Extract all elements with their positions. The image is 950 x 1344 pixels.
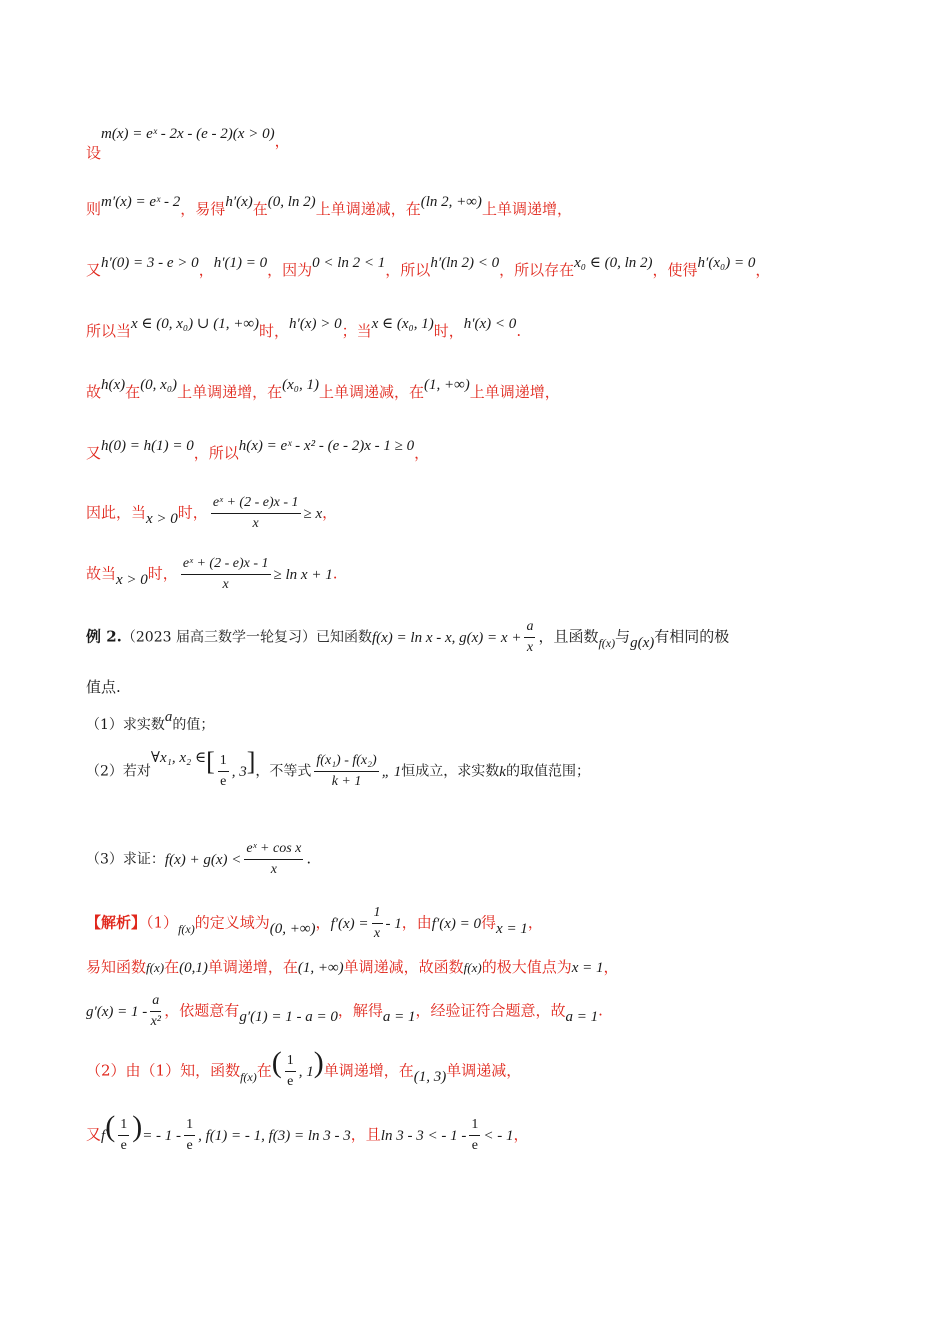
solution-line-3 xyxy=(86,992,890,1031)
text: （3）求证： xyxy=(86,851,165,868)
formula: g′(1) = 1 - a = 0 xyxy=(239,1008,338,1025)
formula: (0, +∞) xyxy=(269,920,316,937)
numerator: eˣ + cos x xyxy=(244,840,303,860)
text: 与 xyxy=(615,627,631,646)
text: 上单调递增， xyxy=(469,383,560,401)
line-10 xyxy=(86,676,890,698)
text: ，由 xyxy=(401,913,432,932)
denominator: x² xyxy=(150,1014,161,1029)
formula: , f(1) = - 1, f(3) = ln 3 - 3 xyxy=(198,1127,351,1144)
formula: (x₀, 1) xyxy=(282,377,319,393)
fraction xyxy=(211,494,301,533)
right-paren: ) xyxy=(132,1109,143,1143)
formula: a xyxy=(164,709,173,725)
line-2 xyxy=(86,194,890,221)
formula: x > 0 xyxy=(116,571,148,588)
numerator: a xyxy=(150,992,161,1012)
solution-line-5 xyxy=(86,1109,890,1155)
text: 单调递增，在 xyxy=(207,958,298,976)
formula: f(x) xyxy=(240,1069,257,1084)
text: 单调递增，在 xyxy=(323,1061,414,1080)
text: 则 xyxy=(86,200,102,218)
text: （2）由（1）知，函数 xyxy=(86,1061,241,1080)
text: 值点. xyxy=(86,678,121,696)
formula: f′(x) = 0 xyxy=(431,915,482,932)
formula: f′(x) = xyxy=(330,915,369,932)
text: ， xyxy=(527,913,543,932)
denominator: e xyxy=(186,1138,193,1153)
formula: g(x) xyxy=(630,634,655,651)
left-paren: ( xyxy=(105,1109,116,1143)
formula: x = 1 xyxy=(571,960,604,976)
line-8 xyxy=(86,555,890,594)
numerator: 1 xyxy=(218,752,229,772)
text: ， xyxy=(513,1125,529,1144)
text: 的定义域为 xyxy=(194,913,270,932)
denominator: k + 1 xyxy=(331,774,362,789)
text: 时， xyxy=(433,322,464,340)
text: 上单调递增， xyxy=(481,200,572,218)
formula: f xyxy=(101,1127,106,1144)
text: ， xyxy=(603,958,619,976)
fraction xyxy=(285,1052,296,1091)
text: 故 xyxy=(86,383,102,401)
formula: h′(1) = 0 xyxy=(213,255,268,271)
text: （2）若对 xyxy=(86,763,151,780)
numerator: eˣ + (2 - e)x - 1 xyxy=(211,494,301,514)
formula: , 3 xyxy=(231,763,247,780)
numerator: 1 xyxy=(285,1052,296,1072)
fraction xyxy=(469,1116,480,1155)
denominator: x xyxy=(252,516,259,531)
formula: h′(x) > 0 xyxy=(289,316,342,332)
numerator: f(x₁) - f(x₂) xyxy=(314,752,378,772)
solution-line-2 xyxy=(86,956,890,979)
formula: x ∈ (x₀, 1) xyxy=(371,316,434,332)
text: 所以当 xyxy=(86,322,132,340)
text: . xyxy=(332,564,338,583)
formula: (0, x₀) xyxy=(140,377,178,393)
denominator: x xyxy=(373,926,381,941)
formula: m′(x) = eˣ - 2 xyxy=(101,194,181,210)
formula: f(x) = ln x - x, g(x) = x + xyxy=(371,629,522,646)
text: 时， xyxy=(259,322,290,340)
text: 上单调递增，在 xyxy=(177,383,283,401)
question-2 xyxy=(86,746,890,791)
formula: x = 1 xyxy=(496,920,528,937)
text: ，所以 xyxy=(385,261,431,279)
right-paren: ) xyxy=(313,1045,324,1079)
denominator: x xyxy=(270,862,277,877)
text: ，经验证符合题意，故 xyxy=(415,1001,566,1020)
formula: h′(x₀) = 0 xyxy=(697,255,756,271)
text: . xyxy=(598,1001,603,1020)
text: 设 xyxy=(86,144,102,162)
formula: f(x) xyxy=(178,921,195,936)
formula: h′(x) < 0 xyxy=(463,316,517,332)
formula: x ∈ (0, x₀) ∪ (1, +∞) xyxy=(131,316,260,332)
denominator: x xyxy=(222,577,229,592)
text: ， xyxy=(755,261,771,279)
text: ， xyxy=(198,261,214,279)
formula: (0,1) xyxy=(179,960,208,976)
formula: f(x) xyxy=(598,635,616,650)
text: 的极大值点为 xyxy=(481,958,572,976)
formula: a = 1 xyxy=(382,1008,416,1025)
text: 上单调递减，在 xyxy=(318,383,424,401)
text: ，且函数 xyxy=(538,627,599,646)
fraction xyxy=(218,752,229,791)
formula: = - 1 - xyxy=(142,1127,182,1144)
text: ，且 xyxy=(350,1125,381,1144)
text: ，不等式 xyxy=(255,763,312,780)
fraction xyxy=(184,1116,195,1155)
text: ，因为 xyxy=(267,261,313,279)
line-5 xyxy=(86,377,890,404)
formula: (0, ln 2) xyxy=(267,194,316,210)
text: （1）求实数 xyxy=(86,717,165,733)
formula: h′(0) = 3 - e > 0 xyxy=(101,255,199,271)
right-bracket: ] xyxy=(246,746,256,776)
text: ，解得 xyxy=(337,1001,383,1020)
text: 在 xyxy=(252,200,268,218)
formula: h′(x) xyxy=(225,194,253,210)
formula: „ 1 xyxy=(381,763,402,780)
denominator: x xyxy=(526,640,534,655)
denominator: e xyxy=(220,774,227,789)
formula: ln 3 - 3 < - 1 - xyxy=(380,1127,467,1144)
denominator: e xyxy=(120,1138,127,1153)
text: （1） xyxy=(146,913,179,932)
formula: m(x) = eˣ - 2x - (e - 2)(x > 0) xyxy=(101,126,275,142)
text: ， xyxy=(274,132,290,150)
text: 易知函数 xyxy=(86,958,147,976)
formula: (1, +∞) xyxy=(423,377,470,393)
text: ， xyxy=(315,913,331,932)
formula: f(x) xyxy=(463,960,482,975)
text: 时， xyxy=(147,564,178,583)
text: ， xyxy=(322,503,338,522)
fraction xyxy=(372,904,383,943)
fraction xyxy=(314,752,378,791)
numerator: 1 xyxy=(469,1116,480,1136)
left-bracket: [ xyxy=(206,746,215,776)
text: ，所以存在 xyxy=(499,261,575,279)
formula: , 1 xyxy=(298,1063,314,1080)
text: 上单调递减，在 xyxy=(315,200,421,218)
text: 有相同的极 xyxy=(654,627,730,646)
text: 又 xyxy=(86,261,102,279)
line-4 xyxy=(86,316,890,343)
formula: a = 1 xyxy=(565,1008,599,1025)
text: ；当 xyxy=(341,322,372,340)
numerator: eˣ + (2 - e)x - 1 xyxy=(181,555,271,575)
formula: g′(x) = 1 - xyxy=(86,1003,148,1020)
text: 单调递减，故函数 xyxy=(343,958,464,976)
text: 又 xyxy=(86,444,102,462)
text: 时， xyxy=(177,503,208,522)
formula: 0 < ln 2 < 1 xyxy=(312,255,386,271)
numerator: a xyxy=(524,618,535,638)
line-6 xyxy=(86,438,890,465)
fraction xyxy=(244,840,303,879)
line-3 xyxy=(86,255,890,282)
text: ，易得 xyxy=(180,200,226,218)
formula: f(x) + g(x) < xyxy=(164,851,242,868)
text: 在 xyxy=(125,383,141,401)
formula: x₀ ∈ (0, ln 2) xyxy=(574,255,653,271)
formula: k xyxy=(499,763,506,780)
formula: x > 0 xyxy=(146,510,178,527)
formula: h(x) = eˣ - x² - (e - 2)x - 1 ≥ 0 xyxy=(238,438,415,454)
formula: (1, +∞) xyxy=(297,960,344,976)
denominator: e xyxy=(471,1138,478,1153)
fraction xyxy=(181,555,271,594)
fraction xyxy=(118,1116,129,1155)
text: ，所以 xyxy=(193,444,239,462)
text: 的值； xyxy=(172,717,215,733)
text: 的取值范围； xyxy=(505,763,590,780)
denominator: e xyxy=(287,1074,294,1089)
left-paren: ( xyxy=(271,1045,282,1079)
text: （2023 届高三数学一轮复习）已知函数 xyxy=(121,629,372,646)
numerator: 1 xyxy=(184,1116,195,1136)
text: 恒成立，求实数 xyxy=(401,763,500,780)
formula: (ln 2, +∞) xyxy=(420,194,482,210)
text: ，使得 xyxy=(652,261,698,279)
formula: (1, 3) xyxy=(413,1068,447,1085)
text: ，依题意有 xyxy=(164,1001,240,1020)
solution-line-4 xyxy=(86,1045,890,1091)
fraction xyxy=(524,618,535,657)
example-2-line xyxy=(86,618,890,657)
formula: - 1 xyxy=(385,915,402,932)
formula: ≥ x xyxy=(303,505,323,522)
question-3 xyxy=(86,840,890,879)
text: 单调递减， xyxy=(446,1061,522,1080)
text: ， xyxy=(414,444,430,462)
text: 故当 xyxy=(86,564,117,583)
formula: ∀x₁, x₂ ∈ xyxy=(150,749,207,766)
text: 得 xyxy=(481,913,497,932)
solution-tag: 【解析】 xyxy=(86,913,147,932)
line-7 xyxy=(86,494,890,533)
fraction xyxy=(150,992,161,1031)
text: . xyxy=(306,849,312,868)
text: 在 xyxy=(164,958,180,976)
formula: < - 1 xyxy=(483,1127,514,1144)
text: 因此，当 xyxy=(86,503,147,522)
numerator: 1 xyxy=(372,904,383,924)
solution-line-1 xyxy=(86,904,890,943)
formula: h′(ln 2) < 0 xyxy=(430,255,500,271)
formula: f(x) xyxy=(146,960,165,975)
question-1 xyxy=(86,709,890,736)
text: 在 xyxy=(256,1061,272,1080)
example-label: 例 2. xyxy=(86,627,122,646)
line-1 xyxy=(86,126,890,162)
formula: ≥ ln x + 1 xyxy=(273,566,333,583)
numerator: 1 xyxy=(118,1116,129,1136)
text: 又 xyxy=(86,1125,102,1144)
formula: h(0) = h(1) = 0 xyxy=(101,438,194,454)
text: . xyxy=(516,322,522,340)
formula: h(x) xyxy=(101,377,126,393)
